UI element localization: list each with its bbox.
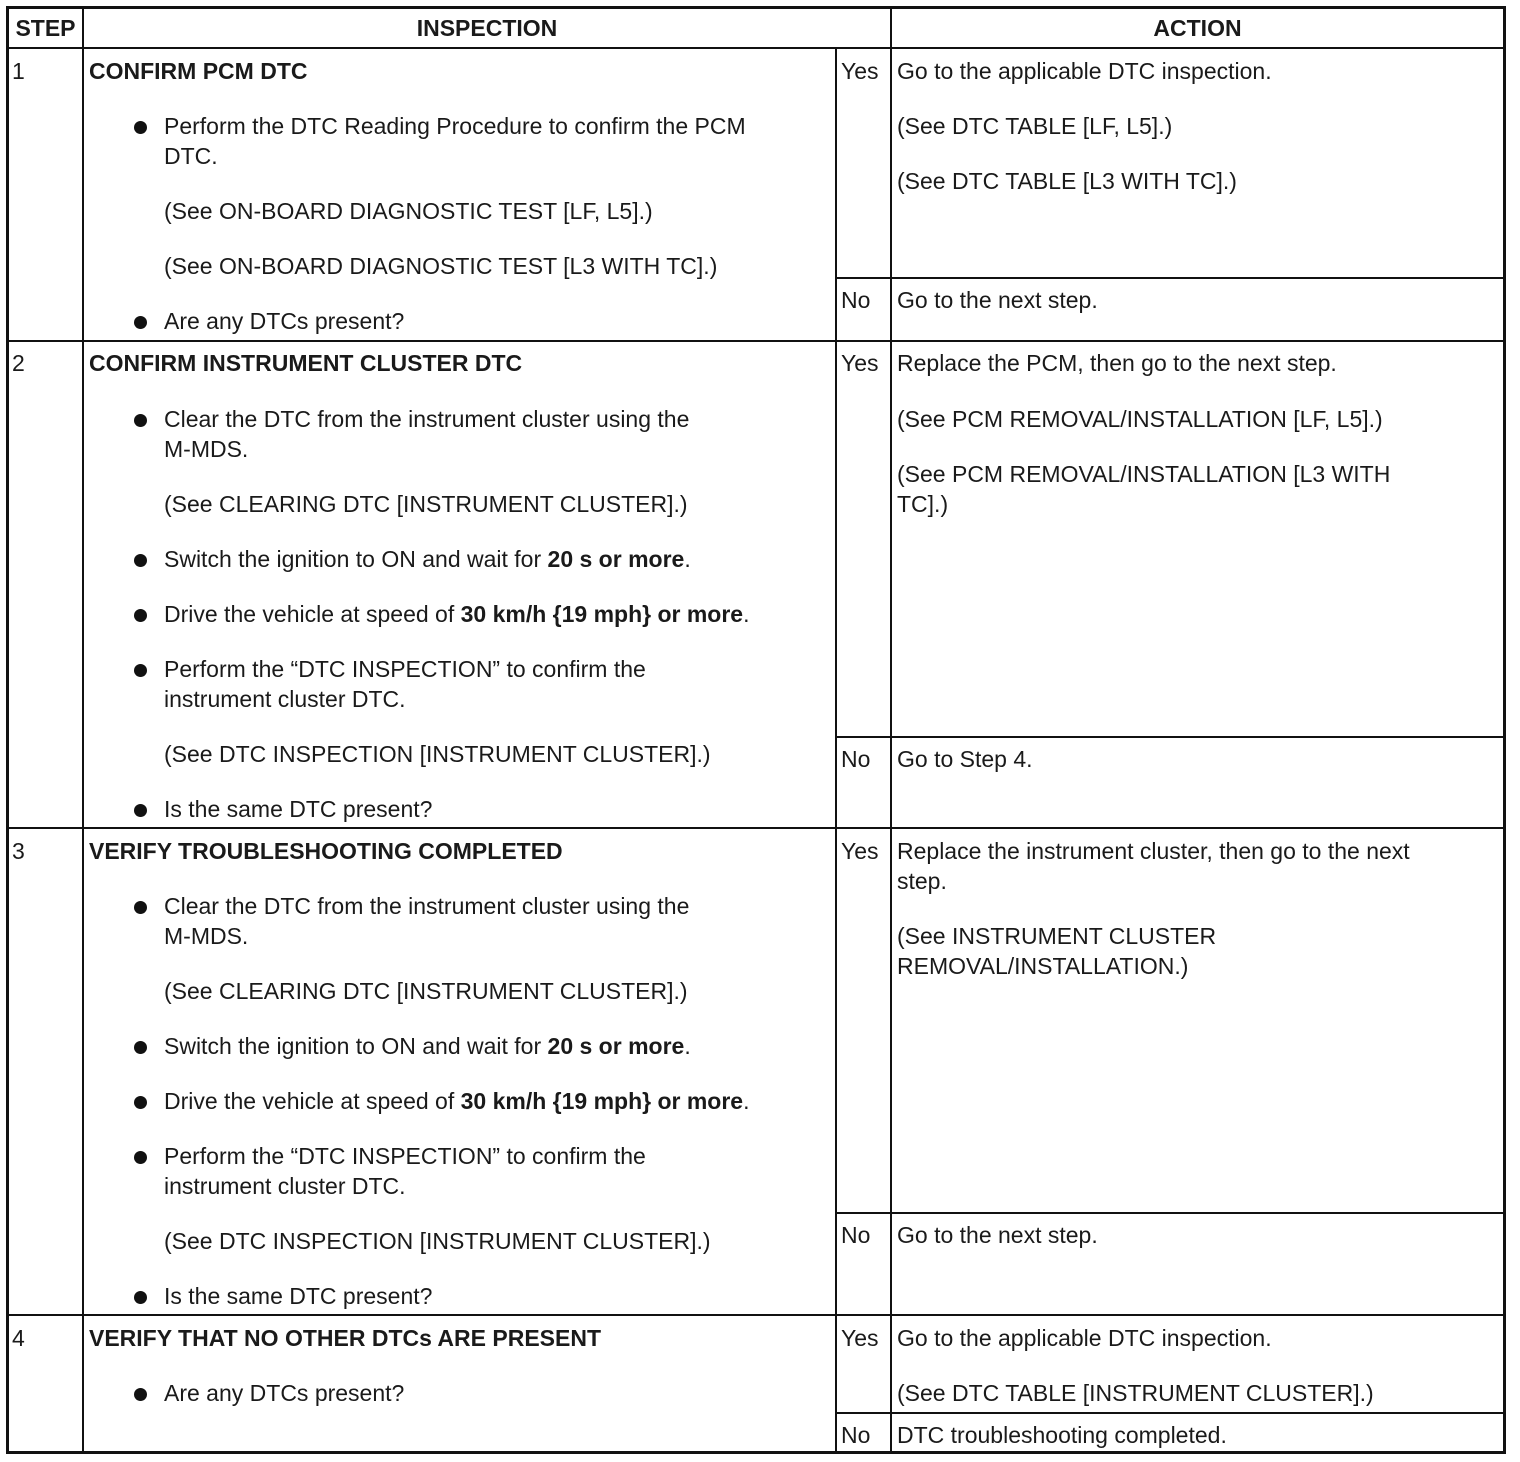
inspection-question: Are any DTCs present? (164, 1380, 405, 1406)
inspection-text-part: . (743, 1088, 750, 1114)
inspection-text: Perform the DTC Reading Procedure to confirm the PCM (164, 113, 746, 139)
action-text: Go to the applicable DTC inspection. (897, 58, 1272, 84)
yes-label: Yes (841, 838, 879, 864)
row-divider (9, 47, 1503, 49)
action-text: Go to the applicable DTC inspection. (897, 1325, 1272, 1351)
bullet-icon (134, 1151, 147, 1164)
inspection-text: DTC. (164, 143, 218, 169)
inspection-reference: (See CLEARING DTC [INSTRUMENT CLUSTER].) (164, 491, 688, 517)
inspection-text-part: Drive the vehicle at speed of (164, 601, 461, 627)
no-label: No (841, 1422, 871, 1448)
inspection-text: instrument cluster DTC. (164, 686, 406, 712)
action-text: Replace the instrument cluster, then go to the next (897, 838, 1410, 864)
inspection-question: Are any DTCs present? (164, 308, 405, 334)
inspection-text: Clear the DTC from the instrument cluster using the (164, 893, 690, 919)
step-number: 2 (12, 350, 25, 376)
action-reference: (See DTC TABLE [LF, L5].) (897, 113, 1173, 139)
inspection-reference: (See DTC INSPECTION [INSTRUMENT CLUSTER].) (164, 741, 711, 767)
bullet-icon (134, 804, 147, 817)
action-reference: (See PCM REMOVAL/INSTALLATION [L3 WITH (897, 461, 1391, 487)
no-label: No (841, 746, 871, 772)
action-reference: (See INSTRUMENT CLUSTER (897, 923, 1217, 949)
bullet-icon (134, 1291, 147, 1304)
row-divider (9, 827, 1503, 829)
col-divider (835, 48, 837, 1451)
inspection-text: M-MDS. (164, 923, 249, 949)
step-number: 1 (12, 58, 25, 84)
inspection-reference: (See ON-BOARD DIAGNOSTIC TEST [L3 WITH TC].) (164, 253, 718, 279)
inspection-question: Is the same DTC present? (164, 796, 433, 822)
inspection-text: Perform the “DTC INSPECTION” to confirm the (164, 656, 646, 682)
yes-label: Yes (841, 1325, 879, 1351)
col-divider (82, 9, 84, 1451)
inspection-emphasis: 20 s or more (547, 546, 685, 572)
action-reference: REMOVAL/INSTALLATION.) (897, 953, 1189, 979)
inspection-text (164, 1031, 691, 1061)
inspection-text (164, 599, 750, 629)
bullet-icon (134, 554, 147, 567)
inspection-text-part: Switch the ignition to ON and wait for (164, 1033, 548, 1059)
action-text: Go to the next step. (897, 1222, 1098, 1248)
inspection-emphasis: 20 s or more (547, 1033, 685, 1059)
bullet-icon (134, 414, 147, 427)
inspection-text-part: Drive the vehicle at speed of (164, 1088, 461, 1114)
inspection-text: Perform the “DTC INSPECTION” to confirm the (164, 1143, 646, 1169)
action-text: Go to Step 4. (897, 746, 1033, 772)
diagnostic-table (6, 6, 1506, 1454)
bullet-icon (134, 1388, 147, 1401)
inspection-question: Is the same DTC present? (164, 1283, 433, 1309)
row-divider (9, 1314, 1503, 1316)
bullet-icon (134, 901, 147, 914)
inspection-text-part: . (684, 1033, 691, 1059)
row-divider (835, 1412, 1503, 1414)
bullet-icon (134, 1096, 147, 1109)
step-title: VERIFY THAT NO OTHER DTCs ARE PRESENT (89, 1325, 602, 1351)
step-title: VERIFY TROUBLESHOOTING COMPLETED (89, 838, 563, 864)
bullet-icon (134, 609, 147, 622)
header-inspection: INSPECTION (416, 15, 558, 41)
action-reference: (See DTC TABLE [L3 WITH TC].) (897, 168, 1237, 194)
action-text: step. (897, 868, 947, 894)
action-text: Replace the PCM, then go to the next step. (897, 350, 1337, 376)
inspection-text (164, 1086, 750, 1116)
row-divider (835, 1212, 1503, 1214)
row-divider (9, 340, 1503, 342)
no-label: No (841, 1222, 871, 1248)
inspection-text: Clear the DTC from the instrument cluster using the (164, 406, 690, 432)
col-divider (890, 9, 892, 1451)
inspection-text: instrument cluster DTC. (164, 1173, 406, 1199)
inspection-emphasis: 30 km/h {19 mph} or more (460, 601, 744, 627)
action-reference: TC].) (897, 491, 949, 517)
action-text: DTC troubleshooting completed. (897, 1422, 1227, 1448)
step-title: CONFIRM PCM DTC (89, 58, 308, 84)
inspection-emphasis: 30 km/h {19 mph} or more (460, 1088, 744, 1114)
bullet-icon (134, 664, 147, 677)
inspection-reference: (See ON-BOARD DIAGNOSTIC TEST [LF, L5].) (164, 198, 653, 224)
header-step: STEP (15, 15, 76, 41)
step-number: 4 (12, 1325, 25, 1351)
no-label: No (841, 287, 871, 313)
inspection-text-part: Switch the ignition to ON and wait for (164, 546, 548, 572)
inspection-text: M-MDS. (164, 436, 249, 462)
yes-label: Yes (841, 58, 879, 84)
step-title: CONFIRM INSTRUMENT CLUSTER DTC (89, 350, 523, 376)
bullet-icon (134, 121, 147, 134)
action-text: Go to the next step. (897, 287, 1098, 313)
inspection-reference: (See DTC INSPECTION [INSTRUMENT CLUSTER].) (164, 1228, 711, 1254)
inspection-text-part: . (684, 546, 691, 572)
yes-label: Yes (841, 350, 879, 376)
inspection-text-part: . (743, 601, 750, 627)
action-reference: (See DTC TABLE [INSTRUMENT CLUSTER].) (897, 1380, 1374, 1406)
bullet-icon (134, 316, 147, 329)
row-divider (835, 277, 1503, 279)
inspection-reference: (See CLEARING DTC [INSTRUMENT CLUSTER].) (164, 978, 688, 1004)
step-number: 3 (12, 838, 25, 864)
row-divider (835, 736, 1503, 738)
action-reference: (See PCM REMOVAL/INSTALLATION [LF, L5].) (897, 406, 1383, 432)
bullet-icon (134, 1041, 147, 1054)
inspection-text (164, 544, 691, 574)
header-action: ACTION (1153, 15, 1242, 41)
